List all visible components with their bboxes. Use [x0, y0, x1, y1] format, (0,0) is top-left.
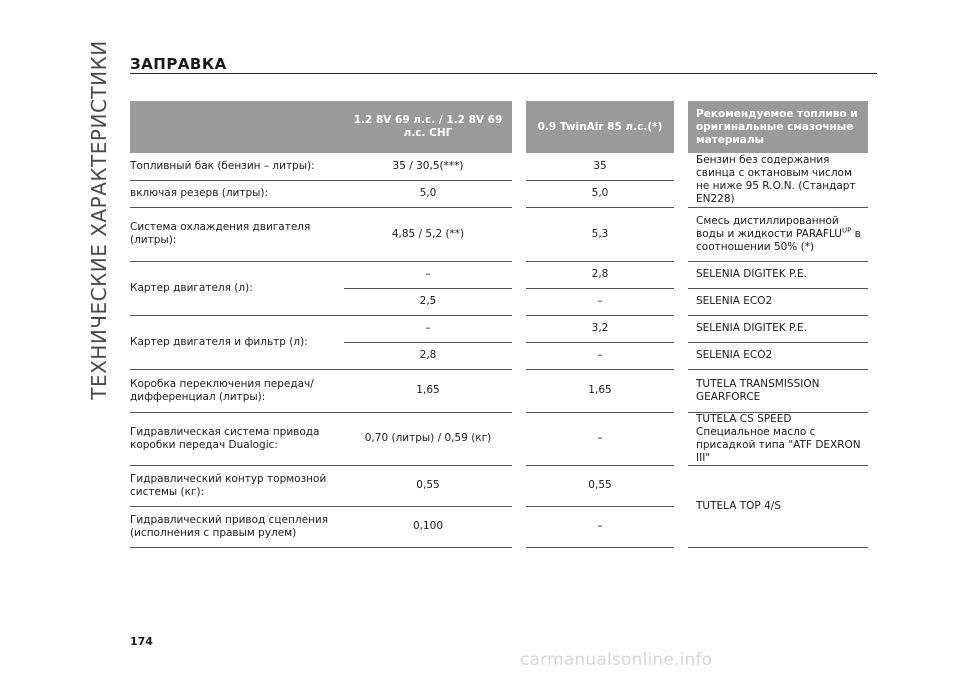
clutch-value-2: –: [519, 506, 681, 547]
fuel-tank-label: Топливный бак (бензин – литры):: [130, 153, 344, 180]
sump-filter-r1-value-1: –: [344, 315, 519, 342]
header-recommended: Рекомендуемое топливо и оригинальные смазочные материалы: [681, 101, 868, 153]
clutch-value-1: 0,100: [344, 506, 519, 547]
title-divider: [130, 73, 877, 74]
page-number: 174: [130, 635, 153, 648]
table-row: [130, 412, 868, 465]
gearbox-label: Коробка переключения передач/дифференциал (литры):: [130, 369, 344, 412]
sump-label: Картер двигателя (л):: [130, 261, 344, 315]
gearbox-value-1: 1,65: [344, 369, 519, 412]
fuel-tank-value-2: 35: [519, 153, 681, 180]
dualogic-value-1: 0,70 (литры) / 0,59 (кг): [344, 412, 519, 465]
sump-r1-recommendation: SELENIA DIGITEK P.E.: [681, 261, 868, 288]
dualogic-recommendation: TUTELA CS SPEED Специальное масло с присадкой типа "ATF DEXRON III": [681, 412, 868, 465]
capacities-table: [130, 101, 868, 548]
gearbox-recommendation: TUTELA TRANSMISSION GEARFORCE: [681, 369, 868, 412]
sump-filter-r2-recommendation: SELENIA ECO2: [681, 342, 868, 369]
sump-r2-value-1: 2,5: [344, 288, 519, 315]
clutch-label: Гидравлический привод сцепления (исполнения с правым рулем): [130, 506, 344, 547]
dualogic-value-2: –: [519, 412, 681, 465]
table-row: [130, 315, 868, 342]
dualogic-label: Гидравлическая система привода коробки передач Dualogic:: [130, 412, 344, 465]
table-row: [130, 465, 868, 506]
table-header-row: [130, 101, 868, 153]
sump-filter-r1-recommendation: SELENIA DIGITEK P.E.: [681, 315, 868, 342]
sump-r1-value-1: –: [344, 261, 519, 288]
gearbox-value-2: 1,65: [519, 369, 681, 412]
brakes-value-1: 0,55: [344, 465, 519, 506]
brakes-value-2: 0,55: [519, 465, 681, 506]
sump-r2-recommendation: SELENIA ECO2: [681, 288, 868, 315]
table-row: [130, 207, 868, 261]
header-engine-twinair: 0.9 TwinAir 85 л.с.(*): [519, 101, 681, 153]
sump-filter-r2-value-1: 2,8: [344, 342, 519, 369]
table-row: [130, 369, 868, 412]
cooling-value-2: 5,3: [519, 207, 681, 261]
sump-filter-r1-value-2: 3,2: [519, 315, 681, 342]
cooling-label: Система охлаждения двигателя (литры):: [130, 207, 344, 261]
cooling-recommendation: Смесь дистиллированной воды и жидкости $PARAFLU^{UP}$ в соотношении 50% (*): [681, 207, 868, 261]
sump-r2-value-2: –: [519, 288, 681, 315]
sump-filter-label: Картер двигателя и фильтр (л):: [130, 315, 344, 369]
reserve-value-2: 5,0: [519, 180, 681, 207]
reserve-label: включая резерв (литры):: [130, 180, 344, 207]
side-chapter-title: ТЕХНИЧЕСКИЕ ХАРАКТЕРИСТИКИ: [87, 40, 111, 400]
brake-clutch-recommendation: TUTELA TOP 4/S: [681, 465, 868, 547]
fuel-tank-value-1: 35 / 30,5(***): [344, 153, 519, 180]
section-title: ЗАПРАВКА: [130, 55, 227, 73]
sump-r1-value-2: 2,8: [519, 261, 681, 288]
watermark-text: carmanualsonline.info: [520, 650, 713, 670]
table-row: [130, 261, 868, 288]
table-row: [130, 153, 868, 180]
brakes-label: Гидравлический контур тормозной системы (кг):: [130, 465, 344, 506]
header-blank: [130, 101, 344, 153]
fuel-recommendation: Бензин без содержания свинца с октановым числом не ниже 95 R.O.N. (Стандарт EN228): [681, 153, 868, 207]
header-engine-1-2: 1.2 8V 69 л.с. / 1.2 8V 69 л.с. СНГ: [344, 101, 519, 153]
sump-filter-r2-value-2: –: [519, 342, 681, 369]
reserve-value-1: 5,0: [344, 180, 519, 207]
cooling-value-1: 4,85 / 5,2 (**): [344, 207, 519, 261]
